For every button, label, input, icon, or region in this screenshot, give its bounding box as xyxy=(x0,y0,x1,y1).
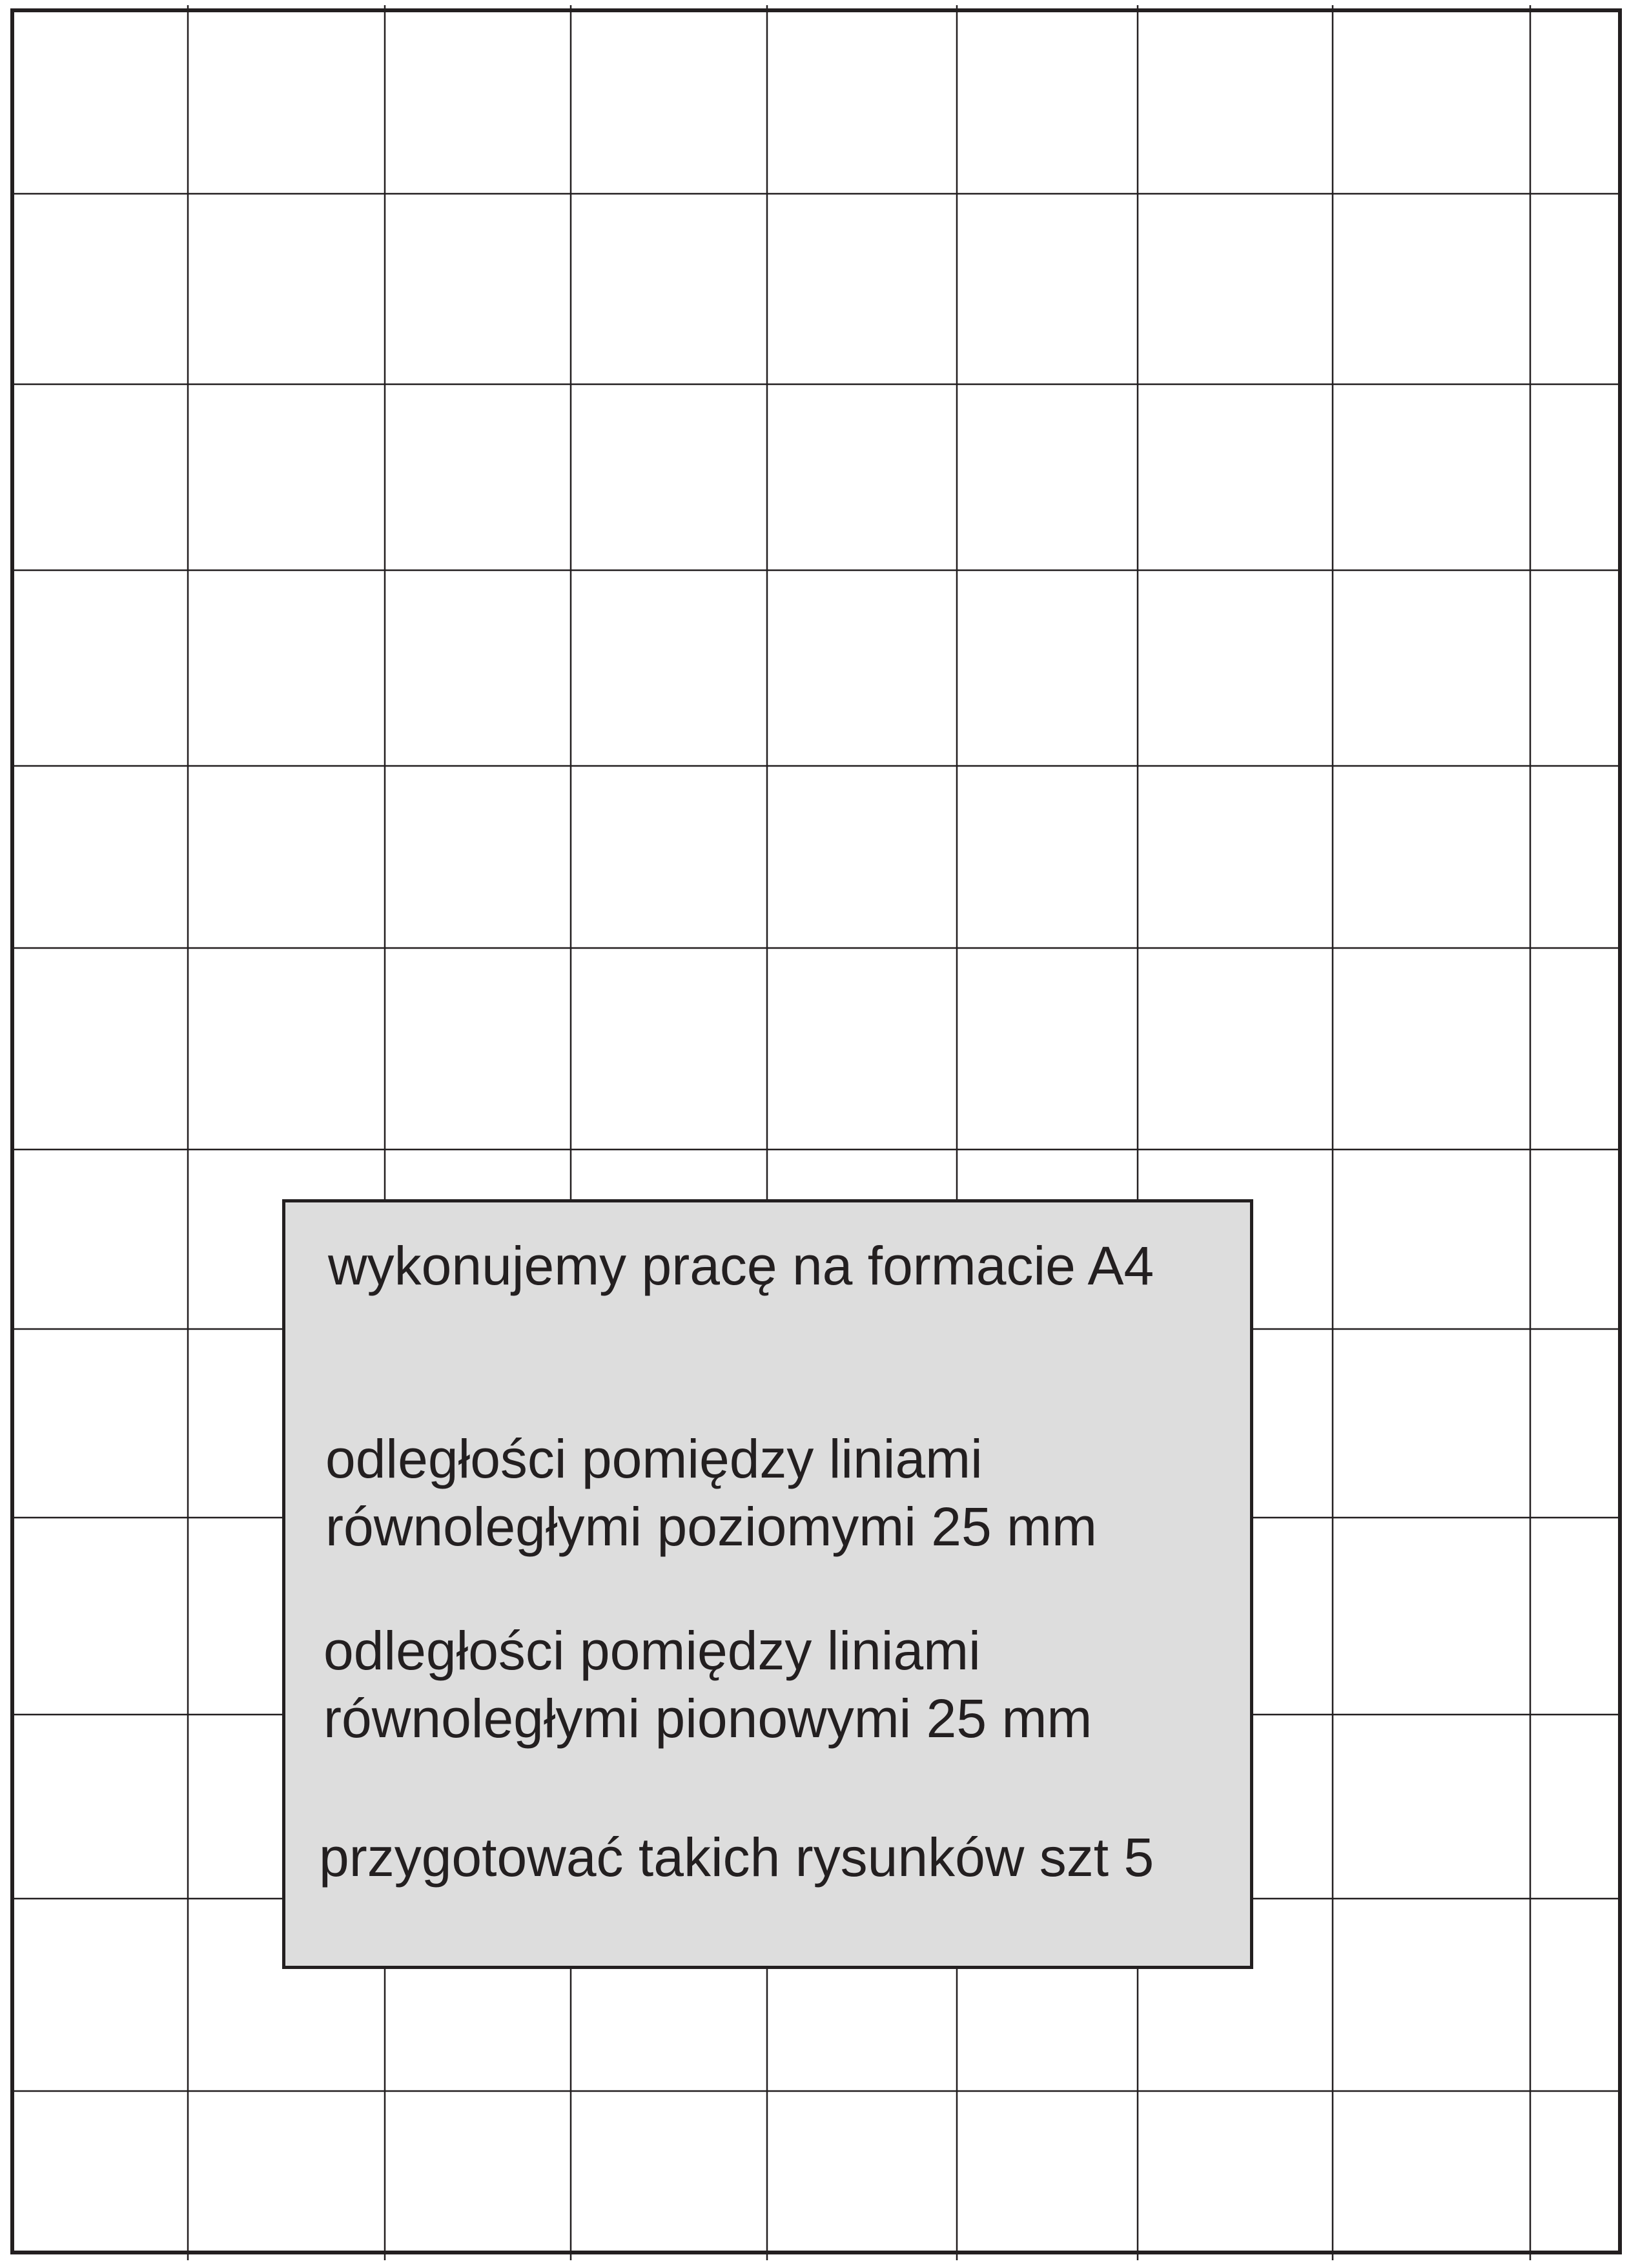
horizontal-spacing-note-line-1: odległości pomiędzy liniami xyxy=(325,1428,983,1489)
vertical-spacing-note-line-1: odległości pomiędzy liniami xyxy=(323,1620,981,1681)
instructions-box xyxy=(282,1199,1253,1969)
vertical-spacing-note-line-2: równoległymi pionowymi 25 mm xyxy=(323,1688,1092,1749)
horizontal-spacing-note-line-2: równoległymi poziomymi 25 mm xyxy=(325,1496,1097,1557)
format-note: wykonujemy pracę na formacie A4 xyxy=(328,1235,1154,1296)
copies-note: przygotować takich rysunków szt 5 xyxy=(319,1827,1154,1888)
